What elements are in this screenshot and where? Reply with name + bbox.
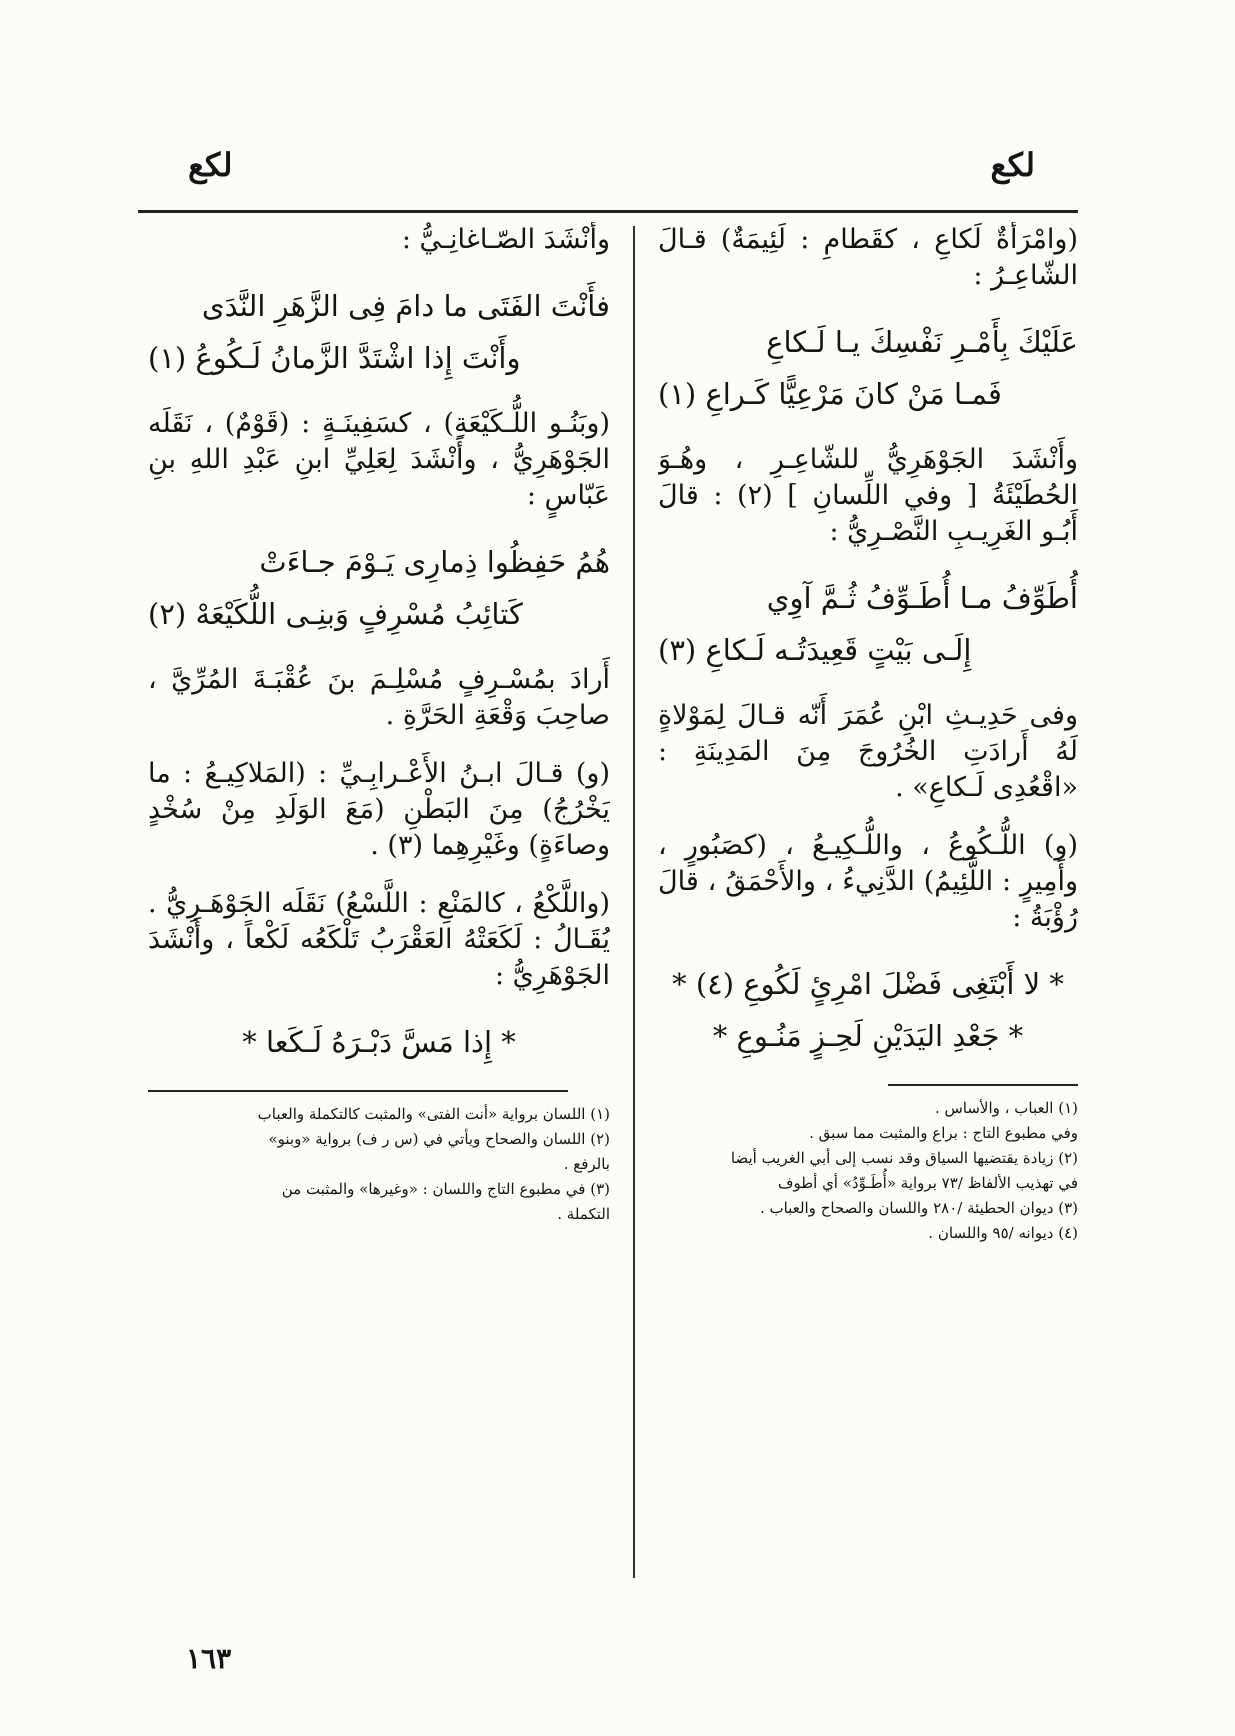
footnotes	[148, 1102, 610, 1227]
verse-line: * لا أَبْتَغِى فَضْلَ امْرِئٍ لَكُوعِ (٤) *	[672, 967, 1064, 1001]
footnote: (٤) ديوانه /٩٥ واللسان .	[928, 1224, 1078, 1242]
footnote: (٢) زيادة يقتضيها السياق وقد نسب إلى أبي الغريب أيضا	[730, 1149, 1078, 1167]
page-number: ١٦٣	[186, 1642, 232, 1675]
running-header-left: لكع	[188, 146, 233, 184]
entry-paragraph: وأَنْشَدَ الجَوْهَرِيُّ للشّاعِـرِ ، وهُـوَ الحُطَيْئَةُ [ وفي اللِّسانِ ] (٢) : قالَ أَبُـو الغَرِيـبِ النَّصْـرِيُّ :	[658, 444, 1078, 547]
verse-line: هُمُ حَفِظُوا ذِمارِى يَـوْمَ جـاءَتْ	[259, 545, 610, 579]
entry-paragraph: (و) اللُّـكُوعُ ، واللُّـكِيـعُ ، (كصَبُورٍ ، وأَمِيرٍ : اللَّئِيمُ) الدَّنِيءُ ، والأَحْمَقُ ، قالَ رُؤْبَةُ :	[658, 830, 1078, 933]
entry-paragraph: (و) قـالَ ابـنُ الأَعْـرابِـيِّ : (المَلاكِيـعُ : ما يَخْرُجُ) مِنَ البَطْنِ (مَعَ الوَلَدِ مِنْ سُخْدٍ وصاءَةٍ) وغَيْرِهِما (٣) .	[148, 758, 610, 861]
footnote: التكملة .	[557, 1205, 610, 1223]
entry-paragraph: أَرادَ بمُسْـرِفٍ مُسْلِـمَ بنَ عُقْبَـةَ المُرِّيَّ ، صاحِبَ وَقْعَةِ الحَرَّةِ .	[148, 664, 610, 731]
verse-couplet	[148, 536, 610, 640]
header-rule	[138, 210, 1078, 213]
footnote-rule	[888, 1084, 1078, 1086]
verse-line: إِلَـى بَيْتٍ قَعِيدَتُـه لَـكاعِ (٣)	[658, 633, 972, 667]
verse-couplet	[658, 572, 1078, 676]
right-column	[658, 222, 1078, 1682]
footnote: (٣) ديوان الحطيئة /٢٨٠ واللسان والصحاح والعباب .	[759, 1199, 1078, 1217]
verse-line: * جَعْدِ اليَدَيْنِ لَحِـزٍ مَنُـوعِ *	[712, 1019, 1024, 1053]
entry-paragraph: (واللَّكْعُ ، كالمَنْعِ : اللَّسْعُ) نَقَلَه الجَوْهَـرِيُّ . يُقَـالُ : لَكَعَتْهُ العَقْرَبُ تَلْكَعُه لَكْعاً ، وأَنْشَدَ الجَوْهَرِيُّ :	[148, 888, 610, 991]
verse-line: عَلَيْكَ بِأَمْـرِ نَفْسِكَ يـا لَـكاعِ	[766, 325, 1078, 359]
verse-line: أُطَوِّفُ مـا أُطَـوِّفُ ثُـمَّ آوِي	[766, 581, 1078, 615]
verse-couplet	[658, 316, 1078, 420]
running-header-right: لكع	[990, 146, 1035, 184]
footnote: وفي مطبوع التاج : براع والمثبت مما سبق .	[809, 1124, 1078, 1142]
verse-line: * إِذا مَسَّ دَبْـرَهُ لَـكَعا *	[242, 1025, 516, 1059]
footnote: في تهذيب الألفاظ /٧٣ برواية «أُطَـوِّدُ» أي أطوف	[777, 1174, 1078, 1192]
footnote: (١) العباب ، والأساس .	[934, 1099, 1078, 1117]
entry-paragraph: وأَنْشَدَ الصّـاغانِـيُّ :	[401, 224, 610, 255]
verse-line: فأَنْتَ الفَتَى ما دامَ فِى الزَّهَرِ النَّدَى	[201, 289, 610, 323]
verse-line: وأَنْتَ إِذا اشْتَدَّ الزَّمانُ لَـكُوعُ (١)	[148, 341, 521, 375]
column-divider	[633, 226, 635, 1578]
rajaz-verse	[658, 958, 1078, 1062]
footnote: (٢) اللسان والصحاح ويأتي في (س ر ف) برواية «وبنو»	[268, 1130, 610, 1148]
entry-paragraph: (وبَنُـو اللُّـكَيْعَةِ) ، كسَفِينَـةٍ : (قَوْمٌ) ، نَقَلَه الجَوْهَرِيُّ ، وأَنْشَدَ لِعَلِيِّ ابنِ عَبْدِ اللهِ بنِ عَبّاسٍ :	[148, 408, 610, 511]
verse-couplet	[148, 280, 610, 384]
footnote: (١) اللسان برواية «أنت الفتى» والمثبت كالتكملة والعباب	[257, 1105, 610, 1123]
footnote: (٣) في مطبوع التاج واللسان : «وغيرها» والمثبت من	[281, 1180, 610, 1198]
left-column	[148, 222, 610, 1682]
verse-line: كَتائِبُ مُسْرِفٍ وَبنِـى اللُّكَيْعَهْ (٢)	[148, 597, 523, 631]
verse-line: فَمـا مَنْ كانَ مَرْعِيًّا كَـراعِ (١)	[658, 377, 1002, 411]
rajaz-verse	[148, 1016, 610, 1068]
footnote: بالرفع .	[563, 1155, 610, 1173]
entry-paragraph: (وامْرَأَةٌ لَكاعِ ، كقَطامِ : لَئِيمَةٌ) قـالَ الشّاعِـرُ :	[658, 224, 1078, 291]
footnotes	[658, 1096, 1078, 1246]
entry-paragraph: وفى حَدِيـثِ ابْنِ عُمَرَ أَنّه قـالَ لِمَوْلاةٍ لَهُ أَرادَتِ الخُرُوجَ مِنَ المَدِينَةِ : «اقْعُدِى لَـكاعِ» .	[658, 700, 1078, 803]
footnote-rule	[148, 1090, 568, 1092]
